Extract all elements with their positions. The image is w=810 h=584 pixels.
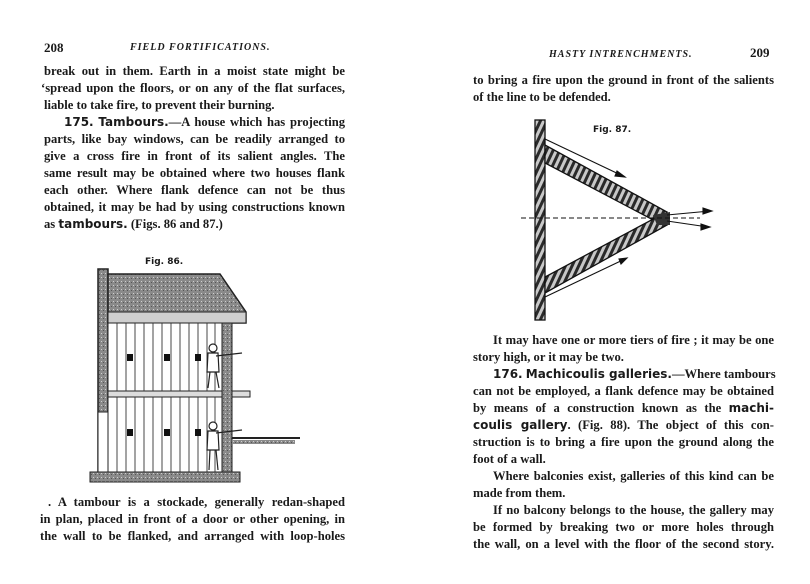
text-line: ‘spread upon the floors, or on any of the flat surfaces, — [41, 81, 345, 95]
text-line: parts, like bay windows, can be readily arranged to — [44, 132, 345, 146]
figure-86-caption: Fig. 86. — [145, 257, 184, 267]
text-line: can not be employed, a flank defence may be obtained — [473, 384, 774, 398]
text-line: obtained, it may be had by using constructions known — [44, 200, 345, 214]
right-page — [405, 0, 810, 584]
text-line: be formed by breaking two or more holes through — [473, 520, 774, 534]
text-line: of the line to be defended. — [473, 90, 611, 104]
text-line: in plan, placed in front of a door or other opening, in — [40, 512, 345, 526]
text-line: story high, or it may be two. — [473, 350, 624, 364]
section-heading: Tambours. — [98, 115, 169, 129]
text-line: the wall to be flanked, and arranged with loop-holes — [40, 529, 345, 543]
section-number: 176. — [493, 367, 523, 381]
text-fragment: as — [44, 217, 56, 231]
text-fragment: by means of a construction known as the — [473, 401, 722, 415]
bold-term: tambours. — [58, 217, 128, 231]
text-block-top — [41, 63, 345, 233]
page-number: 209 — [750, 45, 770, 60]
text-block-main — [473, 332, 774, 553]
text-line: If no balcony belongs to the house, the gallery may — [493, 503, 774, 517]
text-fragment: —Where tambours — [671, 367, 776, 381]
section-176-first-line — [473, 366, 774, 383]
text-line — [44, 216, 345, 233]
section-175-first-line — [44, 114, 345, 131]
figure-86-illustration — [80, 260, 340, 485]
text-line: It may have one or more tiers of fire ; it may be one — [493, 333, 774, 347]
page-number: 208 — [44, 40, 64, 55]
text-line: each other. Where flank defence can not be thus — [44, 183, 345, 197]
text-line — [473, 400, 774, 417]
section-number: 175. — [64, 115, 94, 129]
text-line: to bring a fire upon the ground in front of the salients — [473, 73, 774, 87]
text-block-top — [473, 72, 774, 106]
section-heading: Machicoulis galleries. — [525, 367, 672, 381]
text-block-bottom — [40, 494, 345, 545]
bold-term: coulis gallery — [473, 418, 568, 432]
text-line: struction is to bring a fire upon the ground along the — [473, 435, 774, 449]
figure-87-caption: Fig. 87. — [593, 125, 632, 135]
running-title: HASTY INTRENCHMENTS. — [549, 49, 693, 60]
running-title: FIELD FORTIFICATIONS. — [130, 42, 271, 53]
figure-reference: (Figs. 86 and 87.) — [130, 217, 223, 231]
figure-87-diagram — [515, 115, 725, 325]
figure-reference: . (Fig. 88). The object of this con- — [567, 418, 774, 432]
text-line: give a cross fire in front of its salient angles. The — [44, 149, 345, 163]
text-line: . A tambour is a stockade, generally redan-shaped — [48, 495, 345, 509]
text-line: Where balconies exist, galleries of this kind can be — [493, 469, 774, 483]
text-line: break out in them. Earth in a moist state might be — [44, 64, 345, 78]
bold-term: machi- — [728, 401, 774, 415]
text-line — [473, 417, 774, 434]
text-line: liable to take fire, to prevent their burning. — [44, 98, 275, 112]
text-line: the wall, on a level with the floor of the second story. — [473, 537, 774, 551]
text-line: made from them. — [473, 486, 566, 500]
text-line: same result may be obtained where two houses flank — [44, 166, 345, 180]
text-line: foot of a wall. — [473, 452, 546, 466]
text-fragment: —A house which has projecting — [168, 115, 345, 129]
